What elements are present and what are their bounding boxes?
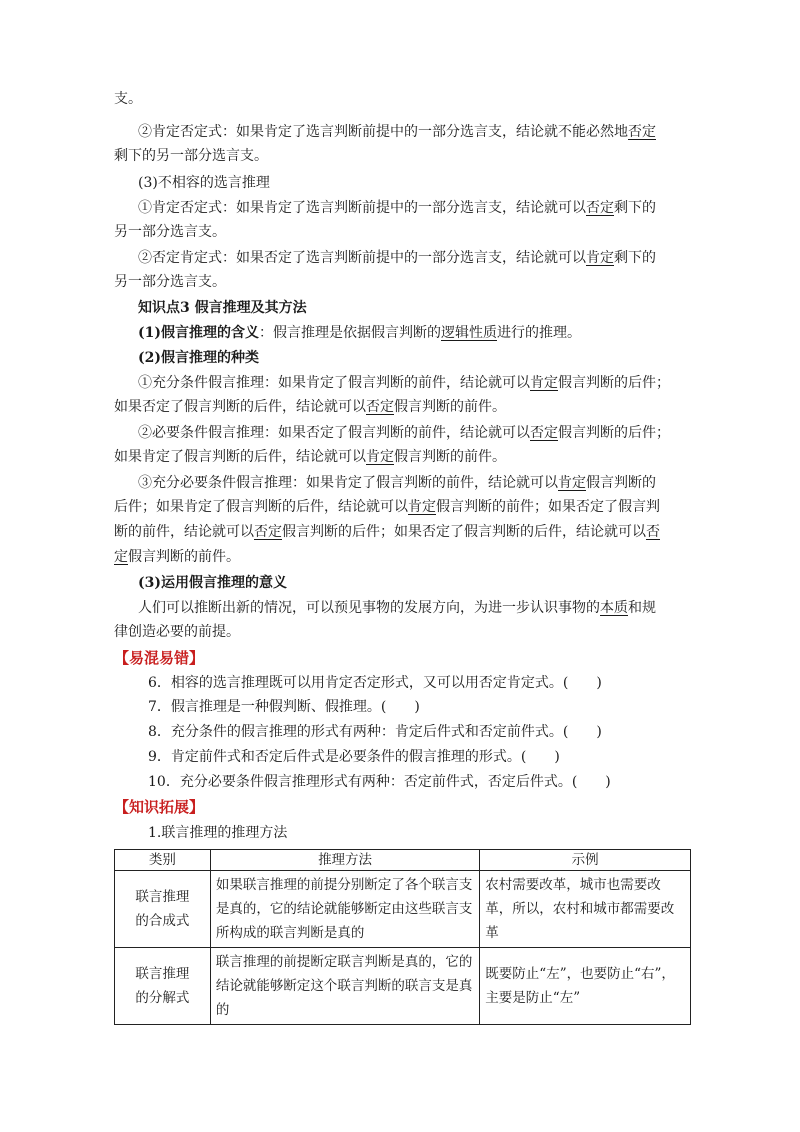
paragraph-line bbox=[138, 323, 581, 343]
column-header: 类别 bbox=[115, 850, 211, 871]
paragraph-line bbox=[138, 473, 656, 493]
list-item: 9．肯定前件式和否定后件式是必要条件的假言推理的形式。( ) bbox=[148, 749, 560, 765]
underlined-answer: 肯定 bbox=[366, 449, 394, 465]
text: 假言判断的后件； bbox=[558, 375, 670, 391]
method-cell: 联言推理的前提断定联言判断是真的，它的结论就能够断定这个联言判断的联言支是真的 bbox=[210, 948, 479, 1025]
column-header: 推理方法 bbox=[210, 850, 479, 871]
paragraph-line bbox=[114, 447, 506, 467]
text: ：假言推理是依据假言判断的 bbox=[259, 325, 441, 341]
paragraph-line bbox=[138, 198, 656, 218]
underlined-answer: 肯定 bbox=[530, 375, 558, 391]
list-item: 6．相容的选言推理既可以用肯定否定形式，又可以用否定肯定式。( ) bbox=[148, 675, 602, 691]
paragraph-line bbox=[138, 423, 670, 443]
underlined-answer: 肯定 bbox=[558, 475, 586, 491]
example-cell: 既要防止“左”，也要防止“右”，主要是防止“左” bbox=[480, 948, 691, 1025]
underlined-answer: 否定 bbox=[586, 200, 614, 216]
text: 假言判断的 bbox=[586, 475, 656, 491]
paragraph-line: 另一部分选言支。 bbox=[114, 274, 226, 290]
paragraph-line bbox=[138, 248, 656, 268]
underlined-answer: 逻辑性质 bbox=[441, 325, 497, 341]
text: 假言判断的后件； bbox=[558, 425, 670, 441]
table-row bbox=[115, 871, 691, 948]
paragraph-line: 律创造必要的前提。 bbox=[114, 624, 240, 640]
text: 的合成式 bbox=[135, 913, 190, 929]
section-header-extension: 【知识拓展】 bbox=[114, 798, 205, 816]
underlined-answer: 否定 bbox=[254, 524, 282, 540]
text: ③充分必要条件假言推理：如果肯定了假言判断的前件，结论就可以 bbox=[138, 475, 558, 491]
text: 剩下的 bbox=[614, 200, 656, 216]
text: ②必要条件假言推理：如果否定了假言判断的前件，结论就可以 bbox=[138, 425, 530, 441]
text: ②肯定否定式：如果肯定了选言判断前提中的一部分选言支，结论就不能必然地 bbox=[138, 124, 628, 140]
reasoning-methods-table bbox=[114, 849, 691, 1025]
example-cell: 农村需要改革，城市也需要改革，所以，农村和城市都需要改革 bbox=[480, 871, 691, 948]
paragraph-line bbox=[114, 522, 660, 542]
text: 联言推理 bbox=[135, 889, 190, 905]
text: 假言判断的前件。 bbox=[394, 449, 506, 465]
paragraph-line bbox=[114, 497, 660, 517]
table-row bbox=[115, 948, 691, 1025]
text: 假言判断的前件。 bbox=[128, 549, 240, 565]
category-cell bbox=[115, 948, 211, 1025]
text: 人们可以推断出新的情况，可以预见事物的发展方向，为进一步认识事物的 bbox=[138, 600, 600, 616]
underlined-answer: 本质 bbox=[600, 600, 628, 616]
section-heading: (3)不相容的选言推理 bbox=[138, 175, 270, 191]
knowledge-point-title: 知识点3 假言推理及其方法 bbox=[138, 300, 307, 316]
underlined-answer: 否定 bbox=[530, 425, 558, 441]
subheading: (1)假言推理的含义 bbox=[138, 325, 259, 341]
method-cell: 如果联言推理的前提分别断定了各个联言支是真的，它的结论就能够断定由这些联言支所构成的联言判断是真的 bbox=[210, 871, 479, 948]
list-item: 7．假言推理是一种假判断、假推理。( ) bbox=[148, 699, 420, 715]
paragraph-line bbox=[114, 547, 240, 567]
text: 后件；如果肯定了假言判断的后件，结论就可以 bbox=[114, 499, 408, 515]
subheading: (2)假言推理的种类 bbox=[138, 350, 259, 366]
continuation-text: 支。 bbox=[114, 91, 142, 107]
column-header: 示例 bbox=[480, 850, 691, 871]
text: 的分解式 bbox=[135, 990, 190, 1006]
category-cell bbox=[115, 871, 211, 948]
text: 如果肯定了假言判断的后件，结论就可以 bbox=[114, 449, 366, 465]
section-header-confusing: 【易混易错】 bbox=[114, 649, 205, 667]
underlined-answer: 肯定 bbox=[408, 499, 436, 515]
text: 进行的推理。 bbox=[497, 325, 581, 341]
text: 假言判断的前件；如果否定了假言判 bbox=[436, 499, 660, 515]
paragraph-line bbox=[138, 598, 656, 618]
paragraph-line: 剩下的另一部分选言支。 bbox=[114, 148, 268, 164]
text: 如果否定了假言判断的后件，结论就可以 bbox=[114, 399, 366, 415]
list-item: 8．充分条件的假言推理的形式有两种：肯定后件式和否定前件式。( ) bbox=[148, 724, 602, 740]
underlined-answer: 否定 bbox=[628, 124, 656, 140]
text: 假言判断的后件；如果否定了假言判断的后件，结论就可以 bbox=[282, 524, 646, 540]
table-header-row bbox=[115, 850, 691, 871]
text: ①充分条件假言推理：如果肯定了假言判断的前件，结论就可以 bbox=[138, 375, 530, 391]
text: 联言推理 bbox=[135, 966, 190, 982]
paragraph-line bbox=[138, 122, 656, 142]
subheading: (3)运用假言推理的意义 bbox=[138, 575, 287, 591]
paragraph-line: 另一部分选言支。 bbox=[114, 224, 226, 240]
text: 剩下的 bbox=[614, 250, 656, 266]
underlined-answer: 否定 bbox=[366, 399, 394, 415]
text: 假言判断的前件。 bbox=[394, 399, 506, 415]
list-item: 10．充分必要条件假言推理形式有两种：否定前件式，否定后件式。( ) bbox=[148, 774, 611, 790]
table-caption: 1.联言推理的推理方法 bbox=[148, 825, 288, 841]
text: 断的前件，结论就可以 bbox=[114, 524, 254, 540]
underlined-answer: 定 bbox=[114, 549, 128, 565]
text: ②否定肯定式：如果否定了选言判断前提中的一部分选言支，结论就可以 bbox=[138, 250, 586, 266]
paragraph-line bbox=[114, 397, 506, 417]
paragraph-line bbox=[138, 373, 670, 393]
text: ①肯定否定式：如果肯定了选言判断前提中的一部分选言支，结论就可以 bbox=[138, 200, 586, 216]
underlined-answer: 肯定 bbox=[586, 250, 614, 266]
underlined-answer: 否 bbox=[646, 524, 660, 540]
text: 和规 bbox=[628, 600, 656, 616]
